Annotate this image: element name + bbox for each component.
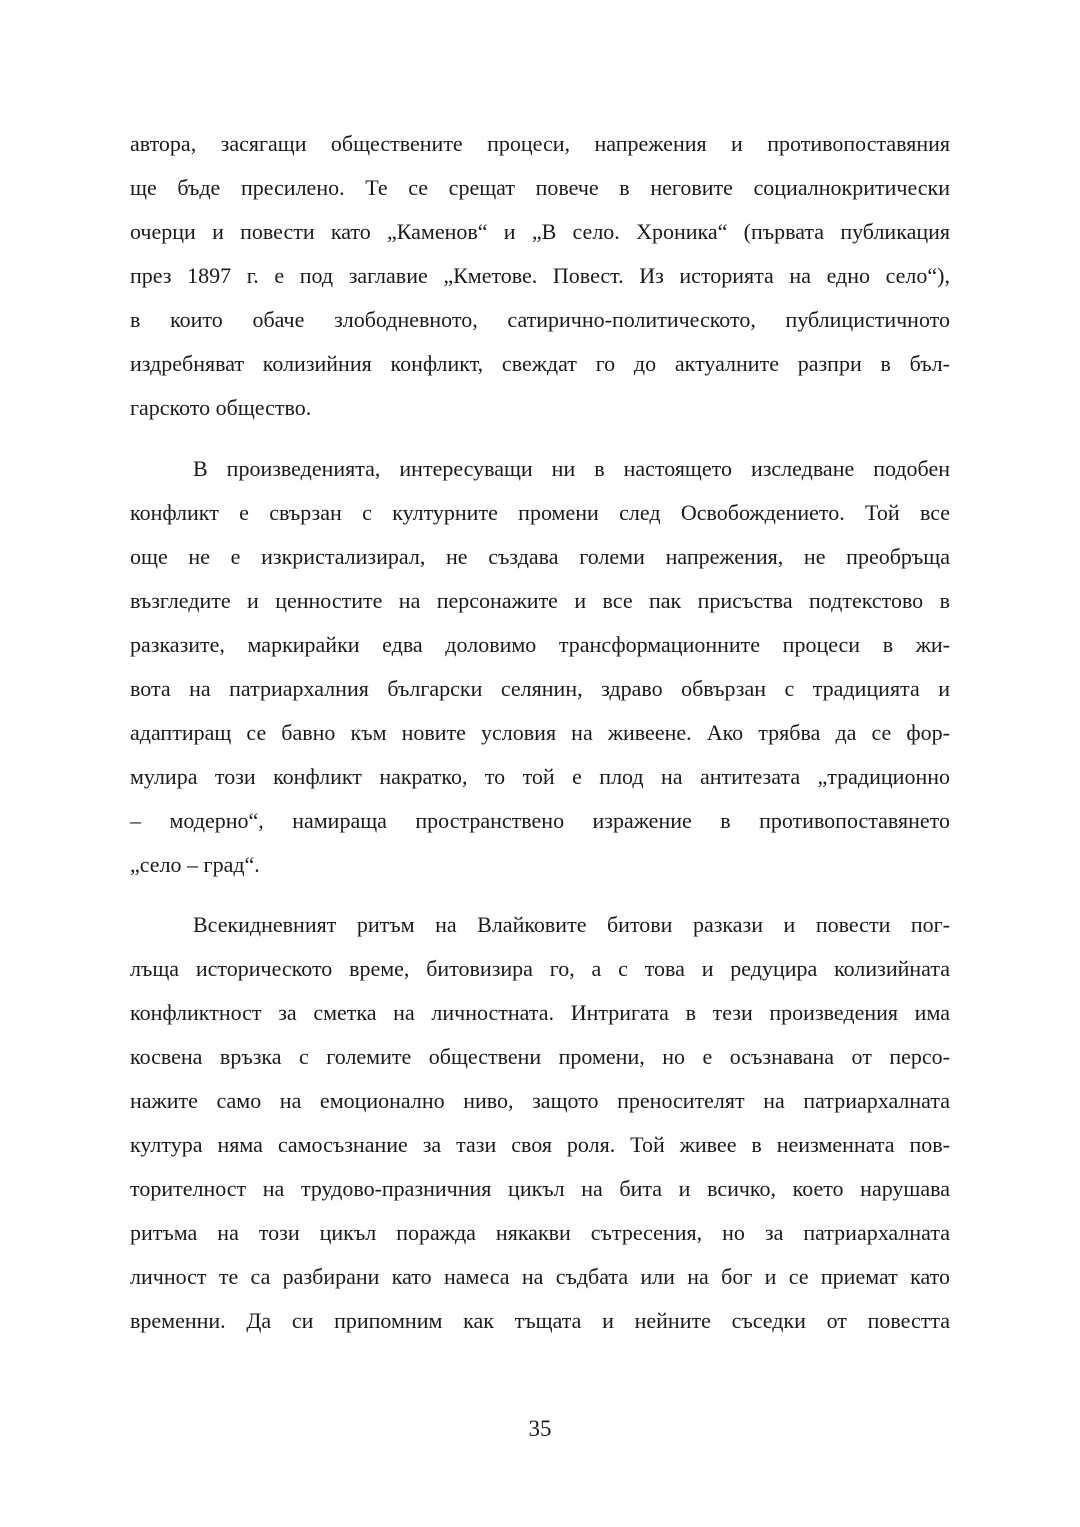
- paragraph-line: мулира този конфликт накратко, то той е плод на антитезата „традиционно: [130, 764, 950, 789]
- paragraph-line: през 1897 г. е под заглавие „Кметове. Повест. Из историята на едно село“),: [130, 263, 950, 288]
- paragraph-line: адаптиращ се бавно към новите условия на живеене. Ако трябва да се фор-: [130, 720, 950, 745]
- paragraph-line: личност те са разбирани като намеса на съдбата или на бог и се приемат като: [130, 1264, 950, 1289]
- paragraph-line: „село – град“.: [130, 852, 260, 877]
- page-number: 35: [528, 1416, 552, 1441]
- paragraph-1: [130, 122, 950, 430]
- paragraph-line: в които обаче злободневното, сатирично-политическото, публицистичното: [130, 307, 950, 332]
- paragraph-line: косвена връзка с големите обществени промени, но е осъзнавана от персо-: [130, 1044, 950, 1069]
- paragraph-line: конфликтност за сметка на личностната. Интригата в тези произведения има: [130, 1000, 950, 1025]
- paragraph-line: вота на патриархалния български селянин, здраво обвързан с традицията и: [130, 676, 950, 701]
- paragraph-line: конфликт е свързан с културните промени след Освобождението. Той все: [130, 500, 950, 525]
- paragraph-line: култура няма самосъзнание за тази своя роля. Той живее в неизменната пов-: [130, 1132, 950, 1157]
- paragraph-line: торителност на трудово-празничния цикъл на бита и всичко, което нарушава: [130, 1176, 950, 1201]
- paragraph-line: лъща историческото време, битовизира го, а с това и редуцира колизийната: [130, 956, 950, 981]
- paragraph-2: [130, 447, 950, 887]
- paragraph-line: възгледите и ценностите на персонажите и все пак присъства подтекстово в: [130, 588, 950, 613]
- paragraph-line: ритъма на този цикъл поражда някакви сътресения, но за патриархалната: [130, 1220, 950, 1245]
- paragraph-3: [130, 903, 950, 1343]
- paragraph-line: разказите, маркирайки едва доловимо трансформационните процеси в жи-: [130, 632, 950, 657]
- paragraph-line: очерци и повести като „Каменов“ и „В село. Хроника“ (първата публикация: [130, 219, 950, 244]
- paragraph-line: още не е изкристализирал, не създава големи напрежения, не преобръща: [130, 544, 950, 569]
- paragraph-line: Всекидневният ритъм на Влайковите битови разкази и повести пог-: [193, 912, 950, 937]
- paragraph-line: – модерно“, намираща пространствено изражение в противопоставянето: [130, 808, 950, 833]
- paragraph-line: ще бъде пресилено. Те се срещат повече в неговите социалнокритически: [130, 175, 950, 200]
- paragraph-line: В произведенията, интересуващи ни в настоящето изследване подобен: [193, 456, 950, 481]
- paragraph-line: автора, засягащи обществените процеси, напрежения и противопоставяния: [130, 131, 950, 156]
- paragraph-line: временни. Да си припомним как тъщата и нейните съседки от повестта: [130, 1308, 950, 1333]
- paragraph-line: нажите само на емоционално ниво, защото преносителят на патриархалната: [130, 1088, 950, 1113]
- paragraph-line: издребняват колизийния конфликт, свеждат го до актуалните разпри в бъл-: [130, 351, 950, 376]
- paragraph-line: гарското общество.: [130, 395, 312, 420]
